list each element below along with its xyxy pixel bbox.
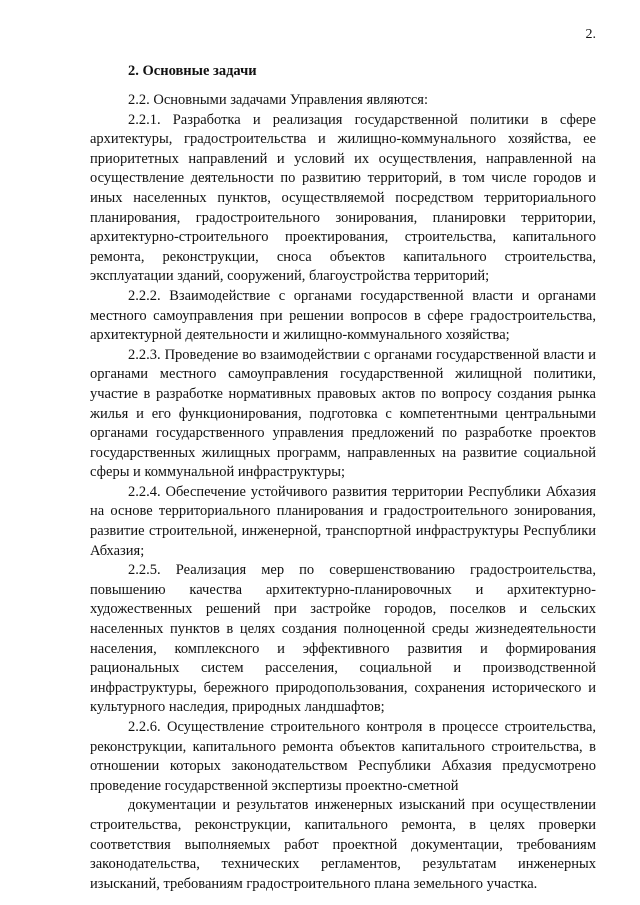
document-body [90, 91, 596, 894]
paragraph-2-2-1: 2.2.1. Разработка и реализация государственной политики в сфере архитектуры, градостроительства и жилищно-коммунального хозяйства, ее приоритетных направлений и условий их осуществления, направленной на осуществление деятельности по развитию территорий, в том числе городов и иных населенных пунктов, осуществляемой посредством территориального планирования, градостроительного зонирования, планировки территории, архитектурно-строительного проектирования, строительства, капитального ремонта, реконструкции, сноса объектов капитального строительства, эксплуатации зданий, сооружений, благоустройства территорий; [90, 111, 596, 285]
paragraph-2-2-2: 2.2.2. Взаимодействие с органами государственной власти и органами местного самоуправления при решении вопросов в сфере градостроительства, архитектурной деятельности и жилищно-коммунального хозяйства; [90, 287, 596, 344]
paragraph-2-2-6-continuation: документации и результатов инженерных изысканий при осуществлении строительства, реконструкции, капитального ремонта, в целях проверки соответствия выполняемых работ проектной документации, требованиям законодательства, технических регламентов, результатам инженерных изысканий, требованиям градостроительного плана земельного участка. [90, 797, 596, 892]
paragraph-2-2-4: 2.2.4. Обеспечение устойчивого развития территории Республики Абхазия на основе территориального планирования и градостроительного зонирования, развитие строительной, инженерной, транспортной инфраструктуры Республики Абхазия; [90, 483, 596, 559]
paragraph-2-2-3: 2.2.3. Проведение во взаимодействии с органами государственной власти и органами местного самоуправления государственной жилищной политики, участие в разработке нормативных правовых актов по вопросу создания рынка жилья и его функционирования, подготовка с компетентными центральными органами государственного управления предложений по разработке проектов государственных жилищных программ, направленных на развитие социальной сферы и коммунальной инфраструктуры; [90, 346, 596, 481]
intro-paragraph: 2.2. Основными задачами Управления являются: [128, 92, 428, 108]
paragraph-2-2-6: 2.2.6. Осуществление строительного контроля в процессе строительства, реконструкции, капитального ремонта объектов капитального строительства, в отношении которых законодательством Республики Абхазия предусмотрено проведение государственной экспертизы проектно-сметной [90, 719, 596, 794]
paragraph-2-2-5: 2.2.5. Реализация мер по совершенствованию градостроительства, повышению качества архитектурно-планировочных и архитектурно-художественных решений при застройке городов, поселков и сельских населенных пунктов в целях создания полноценной среды жизнедеятельности населения, комплексного и эффективного развития и формирования рациональных систем расселения, социальной и производственной инфраструктуры, бережного природопользования, сохранения исторического и культурного наследия, природных ландшафтов; [90, 562, 596, 716]
section-title: 2. Основные задачи [128, 63, 257, 79]
page-number: 2. [585, 27, 596, 42]
